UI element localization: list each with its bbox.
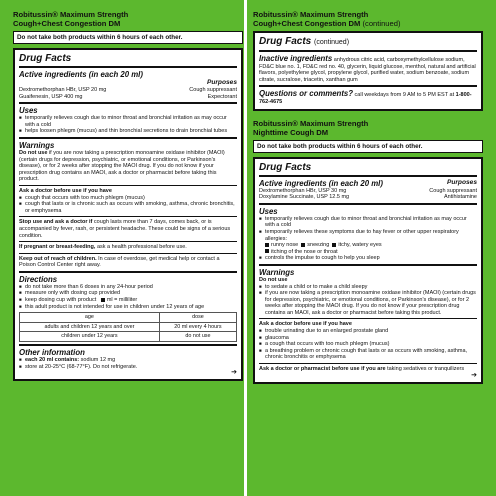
active-ingredients-header bbox=[19, 70, 237, 79]
list-item: ■ helps loosen phlegm (mucus) and thin bronchial secretions to drain bronchial tubes bbox=[19, 128, 237, 135]
symptom: itchy, watery eyes bbox=[338, 242, 382, 249]
table-cell: children under 12 years bbox=[20, 332, 160, 342]
list-item: ■ a breathing problem or chronic cough that lasts or as occurs with smoking, asthma, chronic bronchitis or emphysema bbox=[259, 348, 477, 361]
uses-list bbox=[19, 115, 237, 135]
facts-title-text: Drug Facts bbox=[259, 36, 312, 47]
purposes-heading: Purposes bbox=[206, 79, 237, 86]
stop-use-lead: Stop use and ask a doctor if bbox=[19, 219, 93, 226]
pharmacist-paragraph bbox=[259, 366, 477, 373]
divider bbox=[259, 203, 477, 205]
symptom: sneezing bbox=[307, 242, 330, 249]
ingredient-row bbox=[19, 87, 237, 94]
dose-table bbox=[19, 312, 237, 342]
other-lead: each 20 ml contains: bbox=[25, 357, 80, 364]
table-cell: do not use bbox=[159, 332, 236, 342]
list-item: ■ a cough that occurs with too much phlegm (mucus) bbox=[259, 341, 477, 348]
symptoms-row bbox=[259, 249, 477, 256]
list-item: ■ cough that lasts or is chronic such as occurs with smoking, asthma, chronic bronchitis, or emphysema bbox=[19, 201, 237, 214]
ingredient-purpose: Antihistamine bbox=[443, 194, 477, 201]
list-item: ■ this adult product is not intended for use in children under 12 years of age bbox=[19, 304, 237, 311]
table-row bbox=[20, 332, 237, 342]
purposes-row bbox=[19, 79, 237, 87]
table-header-row bbox=[20, 313, 237, 323]
right-product-line bbox=[253, 19, 483, 28]
continued-note: (continued) bbox=[362, 19, 401, 28]
ask-doctor-list bbox=[259, 328, 477, 361]
stop-use-paragraph bbox=[19, 219, 237, 239]
list-item: ■ glaucoma bbox=[259, 335, 477, 342]
drug-facts-panel-nighttime bbox=[253, 157, 483, 384]
warnings-heading: Warnings bbox=[259, 267, 295, 277]
divider bbox=[19, 216, 237, 217]
inactive-heading: Inactive ingredients bbox=[259, 54, 333, 63]
active-ingredients-header bbox=[259, 179, 477, 188]
uses-list-cont bbox=[259, 255, 477, 262]
column-divider bbox=[244, 0, 247, 496]
column-header-dose: dose bbox=[159, 313, 236, 323]
ingredient-name: Doxylamine Succinate, USP 12.5 mg bbox=[259, 194, 350, 201]
ingredient-purpose: Cough suppressant bbox=[429, 187, 477, 194]
divider bbox=[259, 363, 477, 364]
ask-doctor-heading: Ask a doctor before use if you have bbox=[259, 321, 352, 328]
symptom: runny nose bbox=[271, 242, 299, 249]
uses-list bbox=[259, 216, 477, 242]
night-product-line: Nighttime Cough DM bbox=[253, 127, 329, 137]
ingredient-purpose: Cough suppressant bbox=[189, 87, 237, 93]
list-item: ■ measure only with dosing cup provided bbox=[19, 290, 237, 297]
uses-heading: Uses bbox=[19, 106, 38, 116]
ml-note: ml = milliliter bbox=[106, 297, 138, 304]
list-item: ■ temporarily relieves these symptoms due to hay fever or other upper respiratory allergies: bbox=[259, 229, 477, 242]
bullet-icon bbox=[332, 243, 336, 247]
symptom: itching of the nose or throat bbox=[271, 248, 338, 255]
drug-facts-panel-continued bbox=[253, 31, 483, 111]
do-not-use-lead: Do not use bbox=[259, 276, 288, 283]
list-item bbox=[19, 357, 237, 364]
bullet-icon bbox=[265, 243, 269, 247]
list-item: ■ temporarily relieves cough due to minor throat and bronchial irritation as may occur with a cold bbox=[259, 216, 477, 229]
ask-doctor-list bbox=[19, 195, 237, 215]
divider bbox=[19, 271, 237, 273]
questions-text: call weekdays from 9 AM to 5 PM EST at bbox=[354, 92, 455, 99]
divider bbox=[259, 318, 477, 319]
divider bbox=[19, 66, 237, 68]
questions-paragraph bbox=[259, 89, 477, 105]
list-item: ■ store at 20-25°C (68-77°F). Do not refrigerate. bbox=[19, 364, 237, 371]
divider bbox=[259, 50, 477, 52]
column-header-age: age bbox=[20, 313, 160, 323]
left-brand-line: Robitussin® Maximum Strength bbox=[13, 10, 129, 19]
other-text: sodium 12 mg bbox=[80, 357, 116, 364]
inactive-text: anhydrous citric acid, carboxymethylcellulose sodium, FD&C blue no. 1, FD&C red no. 40, glycerin, liquid glucose, menthol, natural and artificial flavors, polyethylene glycol, propylene glycol, purified water, sodium benzoate, sodium citrate, sucralose, triacetin, xanthan gum bbox=[259, 57, 476, 83]
list-item: ■ trouble urinating due to an enlarged prostate gland bbox=[259, 328, 477, 335]
right-product-name: Cough+Chest Congestion DM bbox=[253, 19, 361, 28]
do-not-use-list bbox=[259, 284, 477, 317]
list-item: ■ controls the impulse to cough to help you sleep bbox=[259, 255, 477, 262]
active-ingredients-heading: Active ingredients (in each 20 ml) bbox=[19, 70, 143, 79]
list-item bbox=[19, 297, 237, 304]
continue-arrow-icon: ➔ bbox=[231, 369, 237, 377]
right-column bbox=[253, 10, 483, 384]
right-notice-box: Do not take both products within 6 hours of each other. bbox=[253, 140, 483, 153]
pregnant-lead: If pregnant or breast-feeding, bbox=[19, 244, 96, 251]
continue-arrow-icon: ➔ bbox=[471, 371, 477, 379]
list-item: ■ cough that occurs with too much phlegm (mucus) bbox=[19, 195, 237, 202]
reach-lead: Keep out of reach of children. bbox=[19, 255, 97, 262]
do-not-use-lead: Do not use bbox=[19, 149, 48, 156]
list-item-text: keep dosing cup with product bbox=[25, 297, 97, 304]
divider bbox=[19, 253, 237, 254]
ingredient-name: Dextromethorphan HBr, USP 20 mg bbox=[19, 87, 107, 93]
directions-list bbox=[19, 284, 237, 310]
ask-doctor-heading: Ask a doctor before use if you have bbox=[19, 187, 112, 194]
table-cell: adults and children 12 years and over bbox=[20, 322, 160, 332]
divider bbox=[19, 185, 237, 186]
bullet-icon bbox=[301, 243, 305, 247]
ingredient-row bbox=[259, 188, 477, 195]
drug-facts-title: Drug Facts bbox=[259, 161, 312, 173]
pregnant-text: ask a health professional before use. bbox=[96, 244, 187, 251]
directions-heading: Directions bbox=[19, 274, 58, 284]
table-cell: 20 ml every 4 hours bbox=[159, 322, 236, 332]
list-item: ■ to sedate a child or to make a child sleepy bbox=[259, 284, 477, 291]
ingredient-row bbox=[19, 94, 237, 101]
right-brand-line: Robitussin® Maximum Strength bbox=[253, 10, 369, 19]
divider bbox=[19, 241, 237, 242]
pharmacist-text: taking sedatives or tranquilizers bbox=[387, 366, 465, 373]
left-column bbox=[13, 10, 243, 381]
left-notice-box: Do not take both products within 6 hours of each other. bbox=[13, 31, 243, 44]
list-item: ■ do not take more than 6 doses in any 24-hour period bbox=[19, 284, 237, 291]
questions-heading: Questions or comments? bbox=[259, 89, 354, 99]
nighttime-header bbox=[253, 119, 483, 137]
pharmacist-lead: Ask a doctor or pharmacist before use if you are bbox=[259, 366, 386, 373]
active-ingredients-heading: Active ingredients (in each 20 ml) bbox=[259, 178, 383, 188]
do-not-use-paragraph bbox=[19, 150, 237, 183]
drug-facts-title: Drug Facts bbox=[19, 53, 72, 64]
list-item: ■ temporarily relieves cough due to minor throat and bronchial irritation as may occur with a cold bbox=[19, 115, 237, 128]
purposes-heading: Purposes bbox=[446, 178, 477, 186]
divider bbox=[259, 85, 477, 87]
drug-facts-title bbox=[259, 36, 477, 48]
ingredient-name: Dextromethorphan HBr, USP 30 mg bbox=[259, 187, 347, 194]
ingredient-name: Guaifenesin, USP 400 mg bbox=[19, 93, 83, 100]
list-item: ■ if you are now taking a prescription monoamine oxidase inhibitor (MAOI) (certain drugs for depression, psychiatric, or emotional conditions, or Parkinson's disease), or for 2 weeks after stopping the MAOI drug. If you do not know if your prescription drug contains an MAOI, ask a doctor or pharmacist before taking this product. bbox=[259, 290, 477, 316]
drug-facts-panel-left bbox=[13, 48, 243, 381]
other-info-heading: Other information bbox=[19, 348, 85, 358]
night-brand-line: Robitussin® Maximum Strength bbox=[253, 118, 369, 128]
bullet-icon bbox=[265, 249, 269, 253]
reach-paragraph bbox=[19, 256, 237, 269]
inactive-ingredients-paragraph bbox=[259, 54, 477, 83]
divider bbox=[259, 264, 477, 266]
divider bbox=[19, 344, 237, 346]
uses-heading: Uses bbox=[259, 206, 278, 216]
do-not-use-text: if you are now taking a prescription monoamine oxidase inhibitor (MAOI) (certain drugs for depression, psychiatric, or emotional conditions, or Parkinson's disease), or for 2 weeks after stopping the MAOI drug. If you do not know if your prescription drug contains an MAOI, ask a doctor or pharmacist before taking this product. bbox=[19, 149, 225, 183]
divider bbox=[19, 102, 237, 104]
table-row bbox=[20, 322, 237, 332]
left-product-line: Cough+Chest Congestion DM bbox=[13, 19, 121, 28]
phone-number: 1-800-762-4675 bbox=[259, 92, 472, 105]
facts-continued-note: (continued) bbox=[314, 39, 350, 46]
reach-text: In case of overdose, get medical help or contact a Poison Control Center right away. bbox=[19, 255, 220, 269]
ingredient-row bbox=[259, 194, 477, 201]
bullet-icon bbox=[101, 298, 105, 302]
other-info-list bbox=[19, 357, 237, 370]
pregnant-paragraph bbox=[19, 244, 237, 251]
divider bbox=[259, 175, 477, 177]
ingredient-purpose: Expectorant bbox=[207, 93, 237, 100]
warnings-heading: Warnings bbox=[19, 140, 55, 150]
symptoms-row bbox=[259, 242, 477, 249]
divider bbox=[19, 137, 237, 139]
stop-use-text: cough lasts more than 7 days, comes back, or is accompanied by fever, rash, or persistent headache. These could be signs of a serious condition. bbox=[19, 219, 231, 239]
